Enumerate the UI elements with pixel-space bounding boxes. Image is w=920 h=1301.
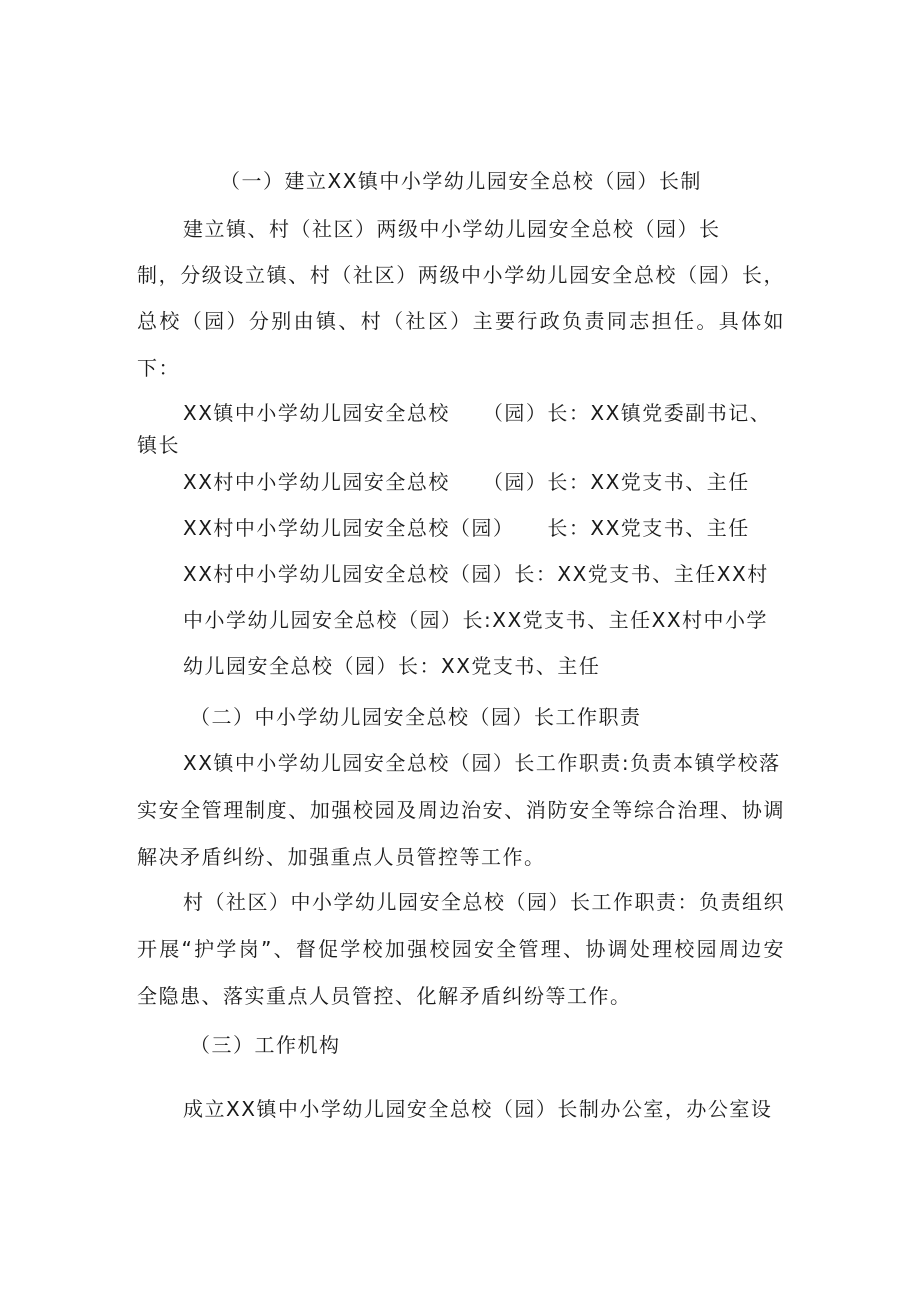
list-item-4-line-3: 幼儿园安全总校（园）长：XX党支书、主任 [183, 654, 601, 678]
paragraph-4-line-1: 成立XX镇中小学幼儿园安全总校（园）长制办公室，办公室设 [183, 1097, 773, 1121]
list-item-2: XX村中小学幼儿园安全总校 （园）长：XX党支书、主任 [183, 470, 750, 494]
section-heading-1: （一）建立XX镇中小学幼儿园安全总校（园）长制 [220, 169, 702, 193]
list-item-4-line-1: XX村中小学幼儿园安全总校（园）长：XX党支书、主任XX村 [183, 562, 769, 586]
paragraph-1-line-4: 下： [137, 356, 180, 380]
section-heading-3: （三）工作机构 [190, 1033, 341, 1057]
paragraph-2-line-1: XX镇中小学幼儿园安全总校（园）长工作职责:负责本镇学校落 [183, 751, 781, 775]
paragraph-1-line-1: 建立镇、村（社区）两级中小学幼儿园安全总校（园）长 [183, 217, 721, 241]
list-item-4-line-2: 中小学幼儿园安全总校（园）长:XX党支书、主任XX村中小学 [183, 608, 769, 632]
section-heading-2: （二）中小学幼儿园安全总校（园）长工作职责 [190, 705, 642, 729]
paragraph-2-line-3: 解决矛盾纠纷、加强重点人员管控等工作。 [137, 845, 546, 869]
paragraph-3-line-3: 全隐患、落实重点人员管控、化解矛盾纠纷等工作。 [137, 984, 632, 1008]
list-item-1-line-1: XX镇中小学幼儿园安全总校 （园）长：XX镇党委副书记、 [183, 401, 772, 425]
paragraph-1-line-2: 制，分级设立镇、村（社区）两级中小学幼儿园安全总校（园）长， [137, 263, 785, 287]
list-item-3: XX村中小学幼儿园安全总校（园） 长：XX党支书、主任 [183, 516, 750, 540]
paragraph-3-line-2: 开展“护学岗”、督促学校加强校园安全管理、协调处理校园周边安 [137, 937, 785, 961]
list-item-1-line-2: 镇长 [137, 433, 180, 457]
paragraph-1-line-3: 总校（园）分别由镇、村（社区）主要行政负责同志担任。具体如 [137, 309, 785, 333]
paragraph-3-line-1: 村（社区）中小学幼儿园安全总校（园）长工作职责：负责组织 [183, 890, 785, 914]
paragraph-2-line-2: 实安全管理制度、加强校园及周边治安、消防安全等综合治理、协调 [137, 798, 785, 822]
